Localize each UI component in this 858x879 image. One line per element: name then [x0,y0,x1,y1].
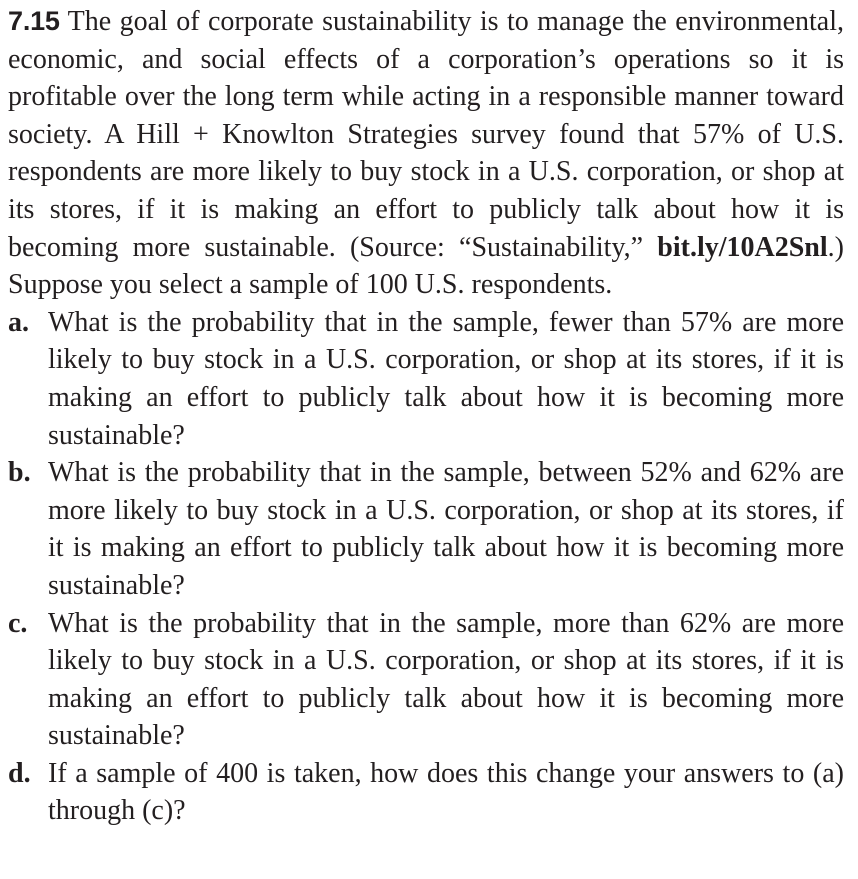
part-label: b. [8,457,31,489]
question-parts-list [8,304,844,830]
problem-statement [8,3,844,304]
part-text: What is the probability that in the sample, fewer than 57% are more likely to buy stock in a U.S. corporation, or shop at its stores, if it is making an effort to publicly talk about how it is becoming more sustainable? [48,306,844,451]
part-text: What is the probability that in the sample, more than 62% are more likely to buy stock in a U.S. corporation, or shop at its stores, if it is making an effort to publicly talk about how it is becoming more sustainable? [48,607,844,752]
part-text: What is the probability that in the sample, between 52% and 62% are more likely to buy stock in a U.S. corporation, or shop at its stores, if it is making an effort to publicly talk about how it is becoming more sustainable? [48,457,844,601]
question-part-a [8,304,844,454]
question-part-d [8,755,844,830]
problem-body-intro: The goal of corporate sustainability is to manage the environmental, economic, and social effects of a corporation’s operations so it is profitable over the long term while acting in a responsible manner toward society. A Hill + Knowlton Strategies survey found that 57% of U.S. respondents are more likely to buy stock in a U.S. corporation, or shop at its stores, if it is making an effort to publicly talk about how it is becoming more sustainable. (Source: “Sustainability,” [8,6,845,263]
problem-number: 7.15 [8,6,60,36]
question-part-b [8,454,844,604]
part-text: If a sample of 400 is taken, how does this change your answers to (a) through (c)? [48,757,844,827]
problem-body-outro: .) Suppose you select a sample of 100 U.S. respondents. [8,231,844,301]
question-part-c [8,605,844,755]
part-label: d. [8,757,31,789]
source-link[interactable]: bit.ly/10A2Snl [657,231,828,263]
part-label: a. [8,306,29,338]
part-label: c. [8,607,28,639]
